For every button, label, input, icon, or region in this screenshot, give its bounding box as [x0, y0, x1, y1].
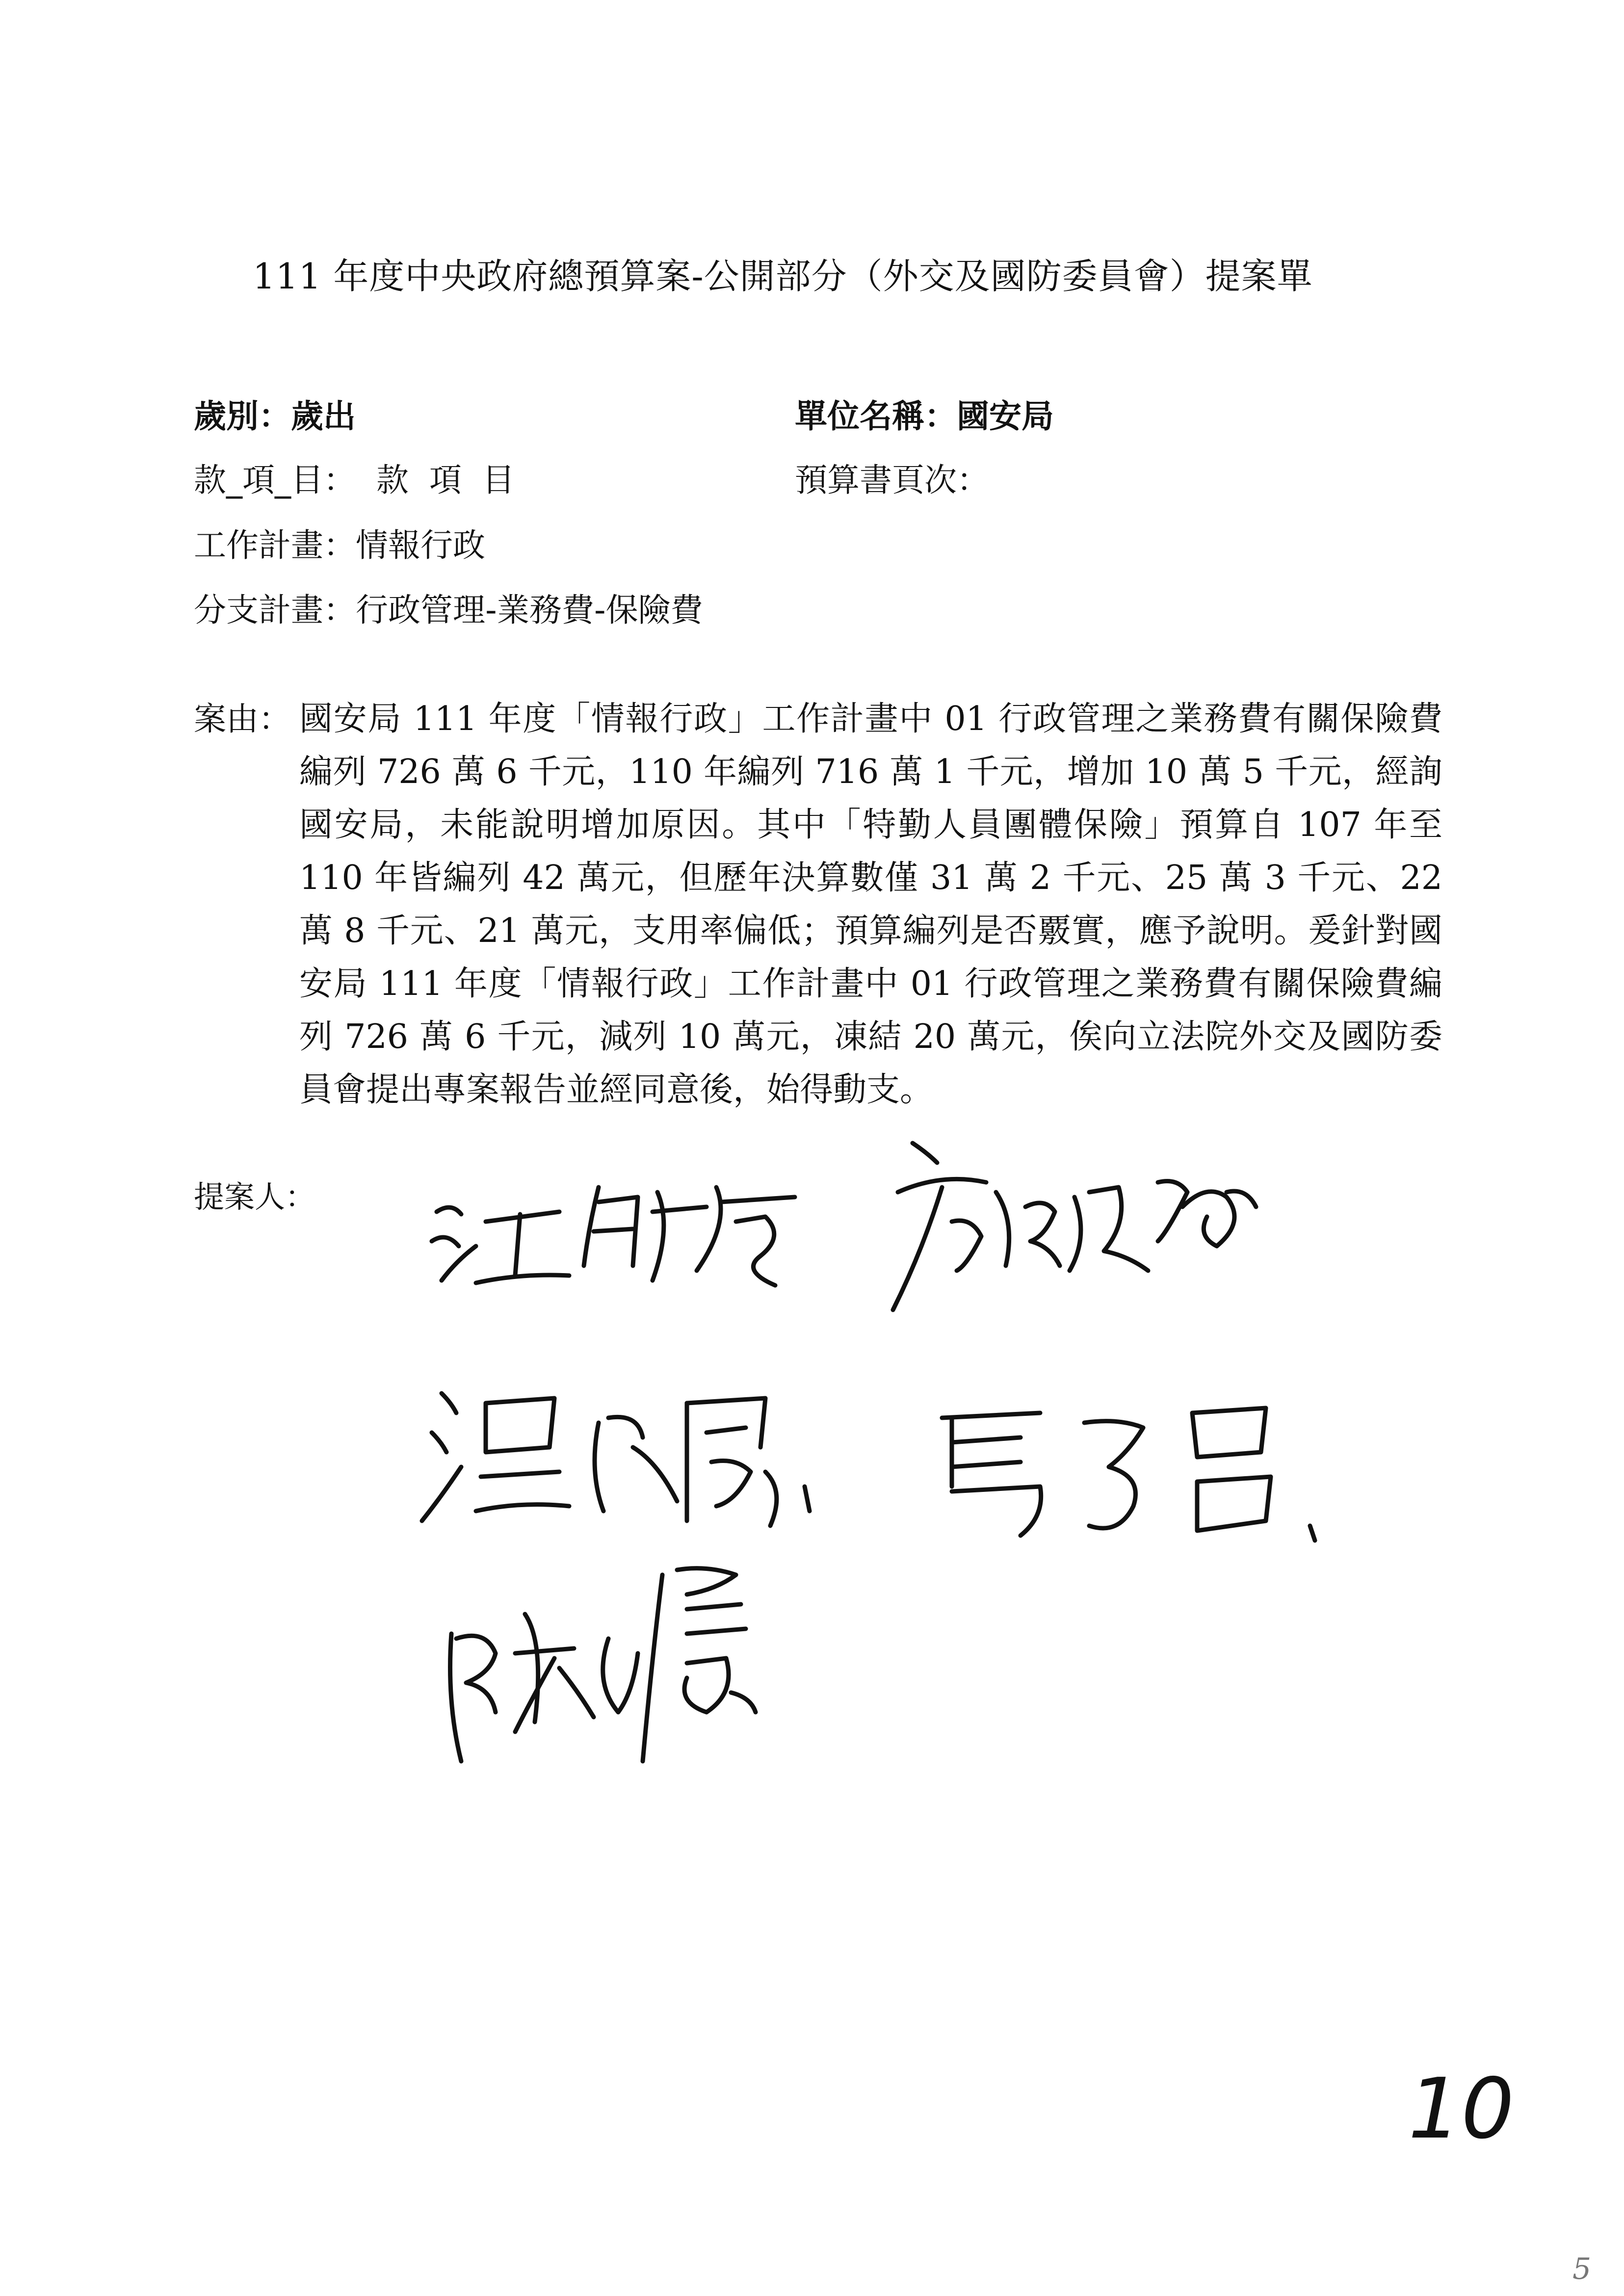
reason-label: 案由： [194, 700, 291, 738]
document-title: 111 年度中央政府總預算案-公開部分（外交及國防委員會）提案單 [253, 256, 1313, 297]
section-item: 款_項_目： 款 項 目 [194, 461, 515, 499]
page-number: 10 [1408, 2061, 1515, 2158]
proposer-label: 提案人： [194, 1179, 316, 1215]
unit-name: 單位名稱：國安局 [795, 397, 1054, 435]
account-type: 歲別：歲出 [194, 397, 356, 435]
signature-3 [412, 1374, 844, 1540]
signature-4 [922, 1388, 1330, 1555]
sheet-number: 5 [1572, 2252, 1592, 2286]
signature-1 [422, 1168, 810, 1295]
reason-text: 國安局 111 年度「情報行政」工作計畫中 01 行政管理之業務費有關保險費編列 726 萬 6 千元，110 年編列 716 萬 1 千元，增加 10 萬 5 千元，經詢國安局，未能說明增加原因。其中「特勤人員團體保險」預算自 107 年至 110 年皆編列 42 萬元，但歷年決算數僅 31 萬 2 千元、25 萬 3 千元、22 萬 8 千元、21 萬元，支用率偏低；預算編列是否覈實，應予說明。爰針對國安局 111 年度「情報行政」工作計畫中 01 行政管理之業務費有關保險費編列 726 萬 6 千元，減列 10 萬元，凍結 20 萬元，俟向立法院外交及國防委員會提出專案報告並經同意後，始得動支。 [299, 700, 1442, 1109]
budget-page: 預算書頁次： [795, 461, 989, 499]
signature-5 [432, 1555, 824, 1781]
signature-2 [883, 1123, 1266, 1330]
work-plan: 工作計畫：情報行政 [194, 526, 485, 564]
sub-plan: 分支計畫：行政管理-業務費-保險費 [194, 591, 703, 629]
